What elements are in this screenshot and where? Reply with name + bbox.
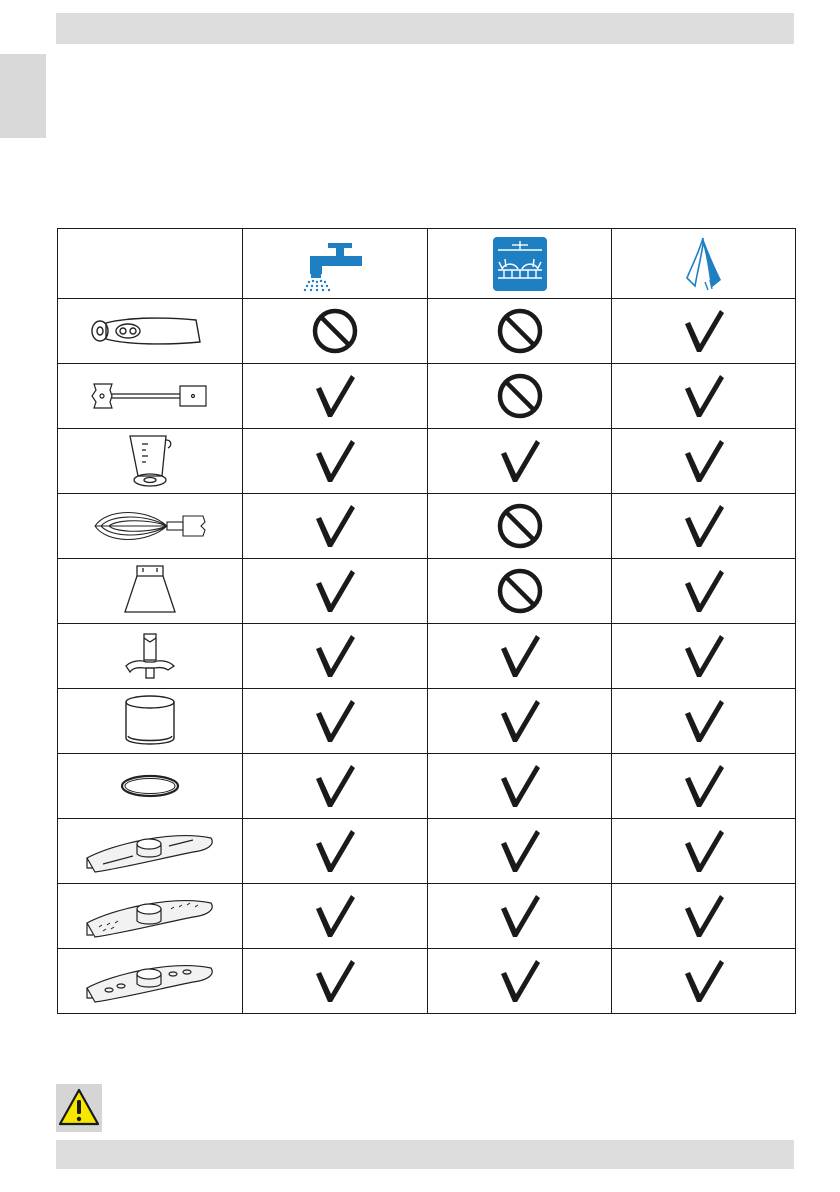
- table-row: [58, 624, 796, 689]
- prohibited-icon: [311, 307, 359, 355]
- part-cell: [58, 494, 243, 559]
- mark-cell: [428, 364, 612, 429]
- cloth-wipe-icon: [679, 234, 729, 294]
- shredding-disc-icon: [83, 954, 217, 1008]
- checkmark-icon: [313, 763, 357, 809]
- part-cell: [58, 559, 243, 624]
- mark-cell: [243, 429, 428, 494]
- part-cell: [58, 884, 243, 949]
- mark-cell: [612, 624, 796, 689]
- warning-triangle-icon: [56, 1084, 102, 1132]
- part-cell: [58, 819, 243, 884]
- mark-cell: [612, 754, 796, 819]
- prohibited-icon: [496, 372, 544, 420]
- part-cell: [58, 624, 243, 689]
- header-cell-empty: [58, 229, 243, 299]
- mark-cell: [612, 884, 796, 949]
- table-row: [58, 949, 796, 1014]
- mark-cell: [243, 754, 428, 819]
- language-side-tab: [0, 54, 46, 138]
- checkmark-icon: [682, 958, 726, 1004]
- measuring-beaker-icon: [122, 432, 178, 490]
- prohibited-icon: [496, 567, 544, 615]
- mark-cell: [428, 884, 612, 949]
- header-cell-dishwasher: [428, 229, 612, 299]
- mark-cell: [243, 494, 428, 559]
- table-row: [58, 299, 796, 364]
- mark-cell: [612, 949, 796, 1014]
- mark-cell: [428, 819, 612, 884]
- whisk-icon: [87, 506, 213, 546]
- header-bar: [56, 13, 794, 44]
- mark-cell: [428, 494, 612, 559]
- motor-unit-icon: [88, 311, 212, 351]
- mark-cell: [243, 299, 428, 364]
- mark-cell: [612, 364, 796, 429]
- checkmark-icon: [682, 308, 726, 354]
- checkmark-icon: [682, 438, 726, 484]
- mark-cell: [612, 819, 796, 884]
- tap-water-icon: [300, 234, 370, 294]
- part-cell: [58, 689, 243, 754]
- mark-cell: [243, 884, 428, 949]
- mark-cell: [428, 299, 612, 364]
- mark-cell: [243, 624, 428, 689]
- table-row: [58, 884, 796, 949]
- header-cell-wipe: [612, 229, 796, 299]
- checkmark-icon: [313, 438, 357, 484]
- mark-cell: [428, 624, 612, 689]
- checkmark-icon: [313, 698, 357, 744]
- table-row: [58, 429, 796, 494]
- part-cell: [58, 364, 243, 429]
- checkmark-icon: [498, 958, 542, 1004]
- part-cell: [58, 949, 243, 1014]
- mark-cell: [243, 364, 428, 429]
- table-row: [58, 559, 796, 624]
- chopper-blade-icon: [122, 630, 178, 682]
- checkmark-icon: [313, 568, 357, 614]
- footer-bar: [56, 1140, 794, 1169]
- chopper-bowl-icon: [120, 692, 180, 750]
- mark-cell: [428, 754, 612, 819]
- checkmark-icon: [498, 698, 542, 744]
- mark-cell: [612, 299, 796, 364]
- blender-shaft-icon: [88, 378, 212, 414]
- prohibited-icon: [496, 307, 544, 355]
- checkmark-icon: [682, 893, 726, 939]
- checkmark-icon: [682, 828, 726, 874]
- table-row: [58, 689, 796, 754]
- checkmark-icon: [682, 763, 726, 809]
- sealing-ring-icon: [119, 772, 181, 800]
- table-row: [58, 819, 796, 884]
- checkmark-icon: [498, 633, 542, 679]
- mark-cell: [612, 559, 796, 624]
- mark-cell: [243, 949, 428, 1014]
- table-header-row: [58, 229, 796, 299]
- checkmark-icon: [498, 763, 542, 809]
- mark-cell: [243, 689, 428, 754]
- mark-cell: [428, 689, 612, 754]
- mark-cell: [428, 559, 612, 624]
- checkmark-icon: [682, 568, 726, 614]
- mark-cell: [243, 559, 428, 624]
- table-row: [58, 364, 796, 429]
- checkmark-icon: [313, 828, 357, 874]
- slicing-disc-icon: [83, 824, 217, 878]
- checkmark-icon: [313, 633, 357, 679]
- table-row: [58, 494, 796, 559]
- checkmark-icon: [682, 503, 726, 549]
- checkmark-icon: [498, 828, 542, 874]
- checkmark-icon: [313, 503, 357, 549]
- checkmark-icon: [682, 373, 726, 419]
- mark-cell: [428, 429, 612, 494]
- whisk-adapter-icon: [115, 562, 185, 620]
- mark-cell: [612, 429, 796, 494]
- part-cell: [58, 299, 243, 364]
- part-cell: [58, 754, 243, 819]
- cleaning-table: [57, 228, 796, 1014]
- mark-cell: [612, 689, 796, 754]
- checkmark-icon: [313, 893, 357, 939]
- grating-disc-icon: [83, 887, 217, 945]
- checkmark-icon: [682, 633, 726, 679]
- mark-cell: [243, 819, 428, 884]
- dishwasher-icon: [492, 236, 548, 292]
- mark-cell: [612, 494, 796, 559]
- part-cell: [58, 429, 243, 494]
- mark-cell: [428, 949, 612, 1014]
- header-cell-rinse: [243, 229, 428, 299]
- prohibited-icon: [496, 502, 544, 550]
- table-row: [58, 754, 796, 819]
- checkmark-icon: [313, 958, 357, 1004]
- checkmark-icon: [313, 373, 357, 419]
- checkmark-icon: [498, 438, 542, 484]
- checkmark-icon: [498, 893, 542, 939]
- checkmark-icon: [682, 698, 726, 744]
